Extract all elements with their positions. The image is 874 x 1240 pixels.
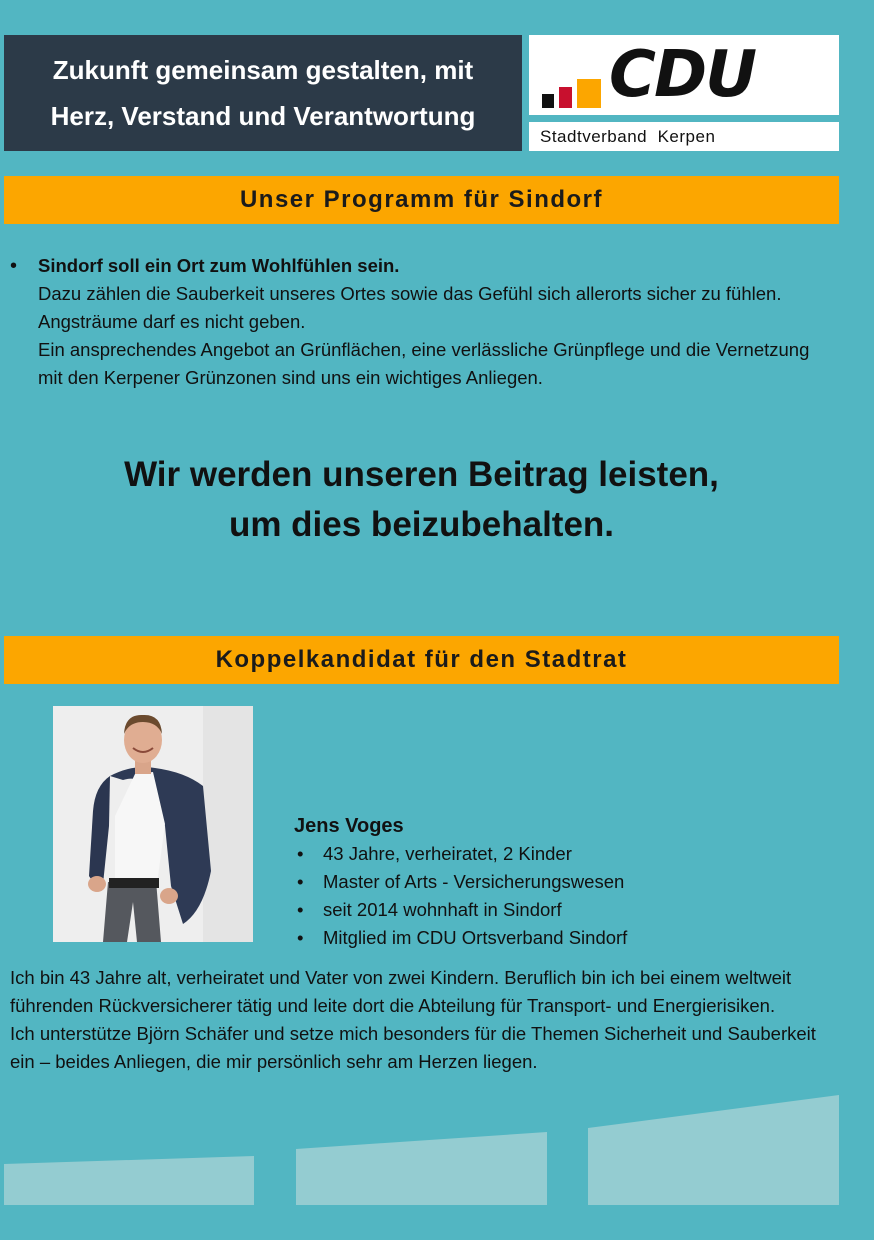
candidate-fact: • Mitglied im CDU Ortsverband Sindorf (294, 924, 627, 952)
candidate-info (294, 812, 627, 952)
candidate-name: Jens Voges (294, 815, 404, 837)
logo-bar-orange (577, 79, 601, 108)
program-bullet (10, 252, 830, 392)
logo-subtitle: Stadtverband Kerpen (529, 122, 839, 151)
candidate-heading: Koppelkandidat für den Stadtrat (4, 636, 839, 684)
header-slogan-line1: Zukunft gemeinsam gestalten, mit (52, 55, 474, 85)
footer-shape-left (4, 1156, 254, 1205)
commitment-line2: um dies beizubehalten. (228, 505, 615, 544)
header-slogan-line2: Herz, Verstand und Verantwortung (50, 101, 476, 131)
bio-paragraph-1: Ich bin 43 Jahre alt, verheiratet und Vater von zwei Kindern. Beruflich bin ich bei einem weltweit führenden Rückversicherer tätig und leite dort die Abteilung für Transport- und Energierisiken. (10, 967, 792, 1016)
cdu-logo (529, 35, 839, 151)
logo-wordmark: CDU (609, 38, 756, 112)
program-paragraph-1: Dazu zählen die Sauberkeit unseres Ortes sowie das Gefühl sich allerorts sicher zu fühlen. Angsträume darf es nicht geben. (38, 283, 782, 332)
header-slogan-box (4, 35, 522, 151)
footer-decoration (0, 1090, 874, 1240)
candidate-fact: • Master of Arts - Versicherungswesen (294, 868, 627, 896)
commitment-line1: Wir werden unseren Beitrag leisten, (124, 455, 719, 494)
candidate-fact: • seit 2014 wohnhaft in Sindorf (294, 896, 627, 924)
candidate-bio (10, 964, 840, 1076)
footer-shape-middle (296, 1132, 547, 1205)
bullet-dot: • (10, 255, 18, 277)
candidate-photo (53, 706, 253, 942)
program-heading: Unser Programm für Sindorf (4, 176, 839, 224)
program-bullet-title: Sindorf soll ein Ort zum Wohlfühlen sein. (38, 255, 400, 276)
logo-bar-red (559, 87, 572, 108)
candidate-portrait-illustration (53, 706, 253, 942)
commitment-slogan (4, 450, 839, 550)
candidate-facts-list (294, 840, 627, 952)
candidate-fact: • 43 Jahre, verheiratet, 2 Kinder (294, 840, 627, 868)
logo-wordmark-panel (529, 35, 839, 115)
footer-shape-right (588, 1095, 839, 1205)
bio-paragraph-2: Ich unterstütze Björn Schäfer und setze mich besonders für die Themen Sicherheit und Sauberkeit ein – beides Anliegen, die mir persönlich sehr am Herzen liegen. (10, 1023, 816, 1072)
program-paragraph-2: Ein ansprechendes Angebot an Grünflächen, eine verlässliche Grünpflege und die Vernetzung mit den Kerpener Grünzonen sind uns ein wichtiges Anliegen. (38, 339, 810, 388)
logo-bar-black (542, 94, 554, 108)
